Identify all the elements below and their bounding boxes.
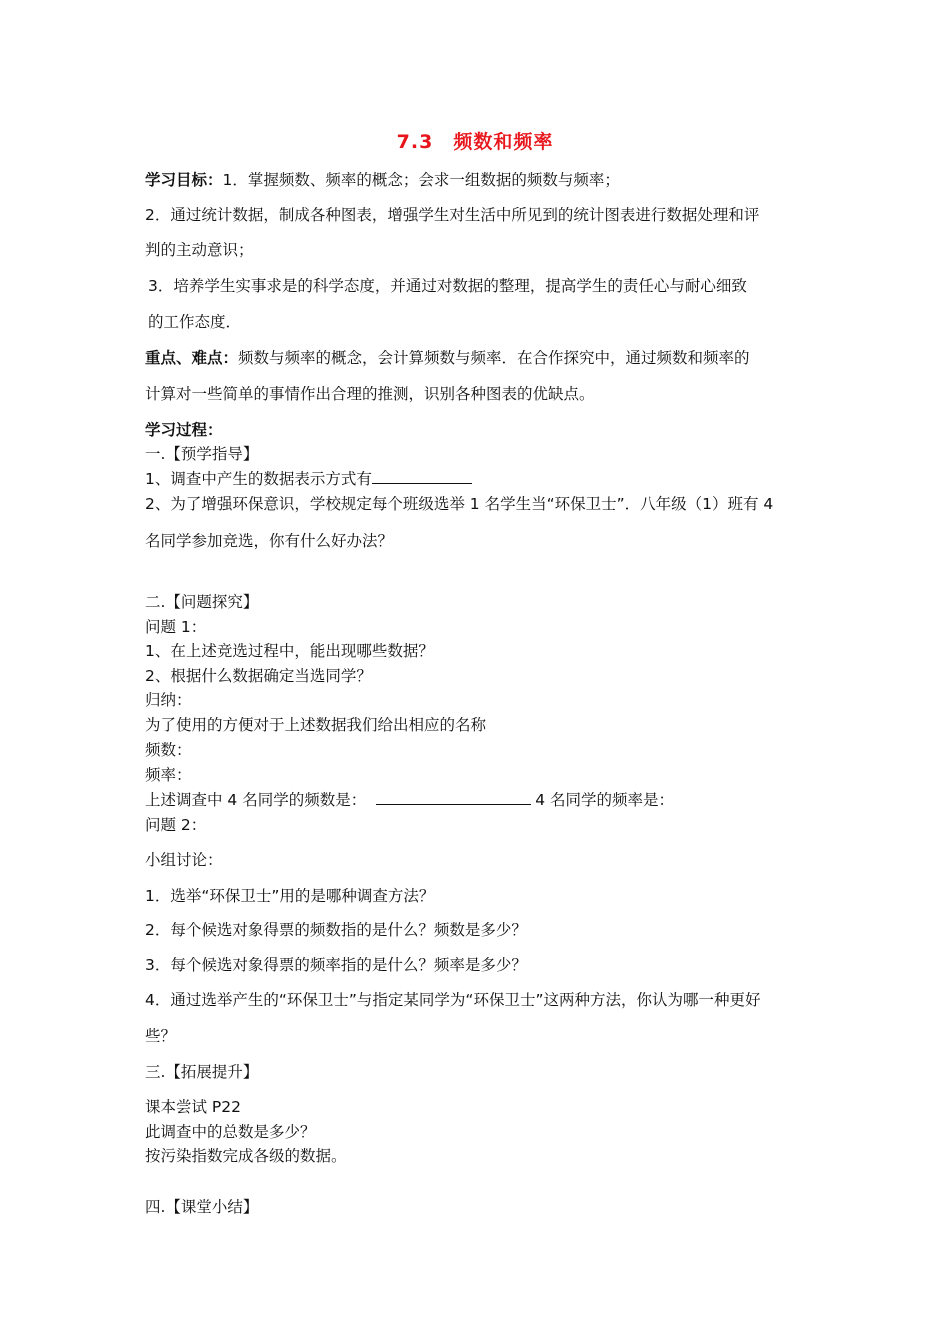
key-points-label: 重点、难点： — [145, 349, 239, 367]
section-1-question-2-cont: 名同学参加竞选，你有什么好办法？ — [145, 532, 394, 550]
discussion-item-3: 3．每个候选对象得票的频率指的是什么？频率是多少？ — [145, 956, 527, 974]
discussion-item-4-cont: 些？ — [145, 1027, 177, 1045]
answer-blank — [376, 790, 531, 805]
problem-1-question-1: 1、在上述竞选过程中，能出现哪些数据？ — [145, 642, 434, 660]
discussion-item-4: 4．通过选举产生的“环保卫士”与指定某同学为“环保卫士”这两种方法，你认为哪一种更好 — [145, 991, 761, 1009]
discussion-item-2: 2．每个候选对象得票的频数指的是什么？频数是多少？ — [145, 921, 527, 939]
process-label: 学习过程： — [145, 421, 223, 439]
discussion-label: 小组讨论： — [145, 851, 223, 869]
summary-text: 为了使用的方便对于上述数据我们给出相应的名称 — [145, 716, 487, 734]
objective-item-1: 学习目标：1．掌握频数、频率的概念；会求一组数据的频数与频率； — [145, 171, 620, 189]
discussion-item-1: 1．选举“环保卫士”用的是哪种调查方法？ — [145, 887, 435, 905]
key-points: 重点、难点：频数与频率的概念，会计算频数与频率．在合作探究中，通过频数和频率的 — [145, 349, 750, 367]
section-1-heading: 一.【预学指导】 — [145, 445, 259, 463]
page-title: 7.3 频数和频率 — [396, 131, 554, 153]
problem-1-label: 问题 1： — [145, 618, 207, 636]
summary-label: 归纳： — [145, 691, 192, 709]
answer-blank — [372, 469, 472, 484]
section-3-line-3: 按污染指数完成各级的数据。 — [145, 1147, 347, 1165]
problem-2-label: 问题 2： — [145, 816, 207, 834]
objective-item-3: 3．培养学生实事求是的科学态度，并通过对数据的整理，提高学生的责任心与耐心细致 — [148, 277, 747, 295]
section-1-question-2: 2、为了增强环保意识，学校规定每个班级选举 1 名学生当“环保卫士”．八年级（1）班有 4 — [145, 495, 774, 513]
section-2-heading: 二.【问题探究】 — [145, 593, 259, 611]
section-1-question-1: 1、调查中产生的数据表示方式有 — [145, 469, 815, 489]
section-3-line-2: 此调查中的总数是多少？ — [145, 1123, 316, 1141]
key-points-cont: 计算对一些简单的事情作出合理的推测，识别各种图表的优缺点。 — [145, 385, 595, 403]
fill-in-line: 上述调查中 4 名同学的频数是： 4 名同学的频率是： — [145, 791, 675, 809]
section-4-heading: 四.【课堂小结】 — [145, 1198, 259, 1216]
freq-rate-label: 频率： — [145, 766, 192, 784]
freq-count-label: 频数： — [145, 741, 192, 759]
section-3-heading: 三.【拓展提升】 — [145, 1063, 259, 1081]
objective-item-3-cont: 的工作态度． — [148, 313, 242, 331]
objective-item-2: 2．通过统计数据，制成各种图表，增强学生对生活中所见到的统计图表进行数据处理和评 — [145, 206, 760, 224]
section-3-line-1: 课本尝试 P22 — [145, 1098, 241, 1116]
objectives-label: 学习目标： — [145, 171, 223, 189]
problem-1-question-2: 2、根据什么数据确定当选同学？ — [145, 667, 372, 685]
objective-item-2-cont: 判的主动意识； — [145, 241, 254, 259]
